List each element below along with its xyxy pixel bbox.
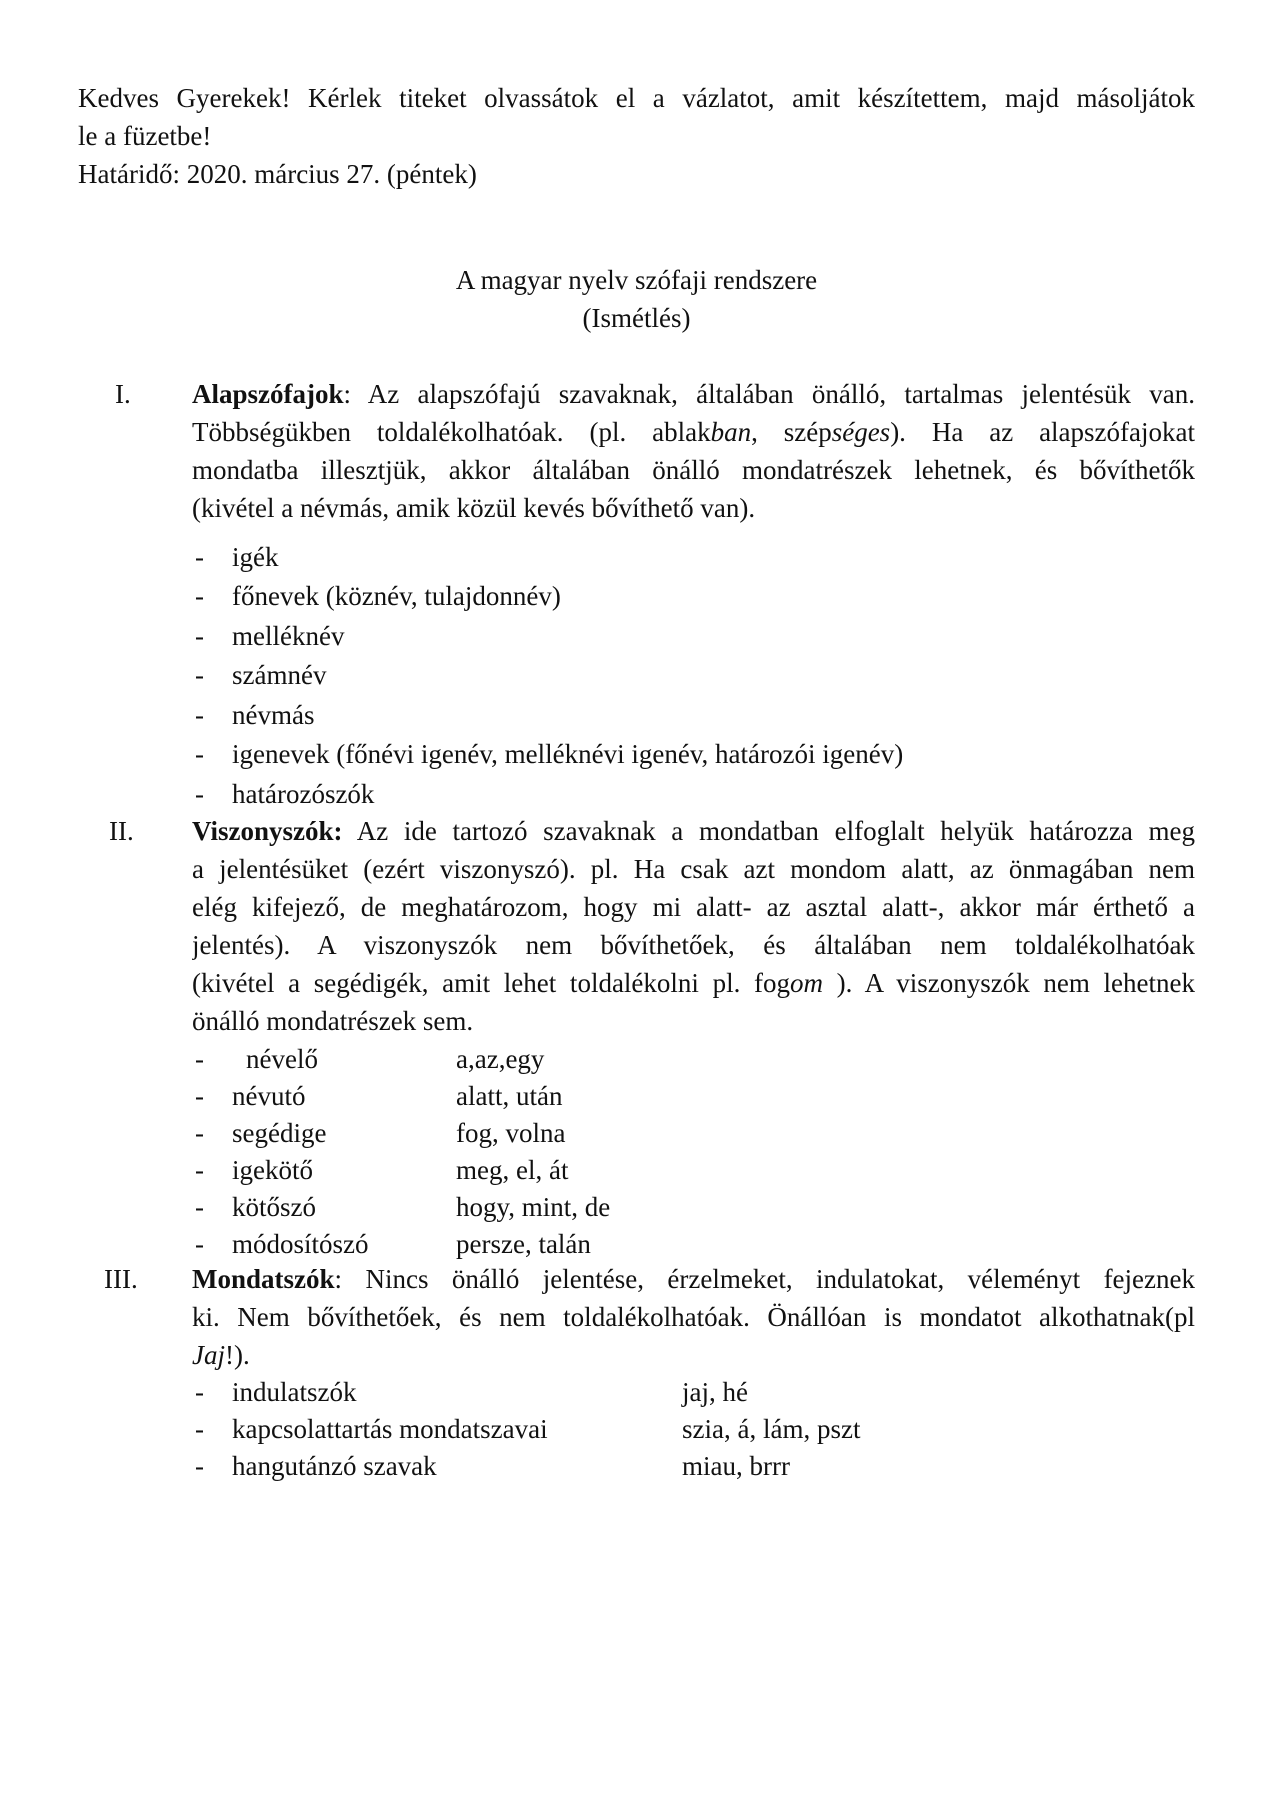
list-dash: - [195, 1229, 204, 1259]
paragraph-line: Jaj!). [192, 1340, 250, 1370]
intro-line-1: Kedves Gyerekek! Kérlek titeket olvassátok el a vázlatot, amit készítettem, majd másoljátok [78, 83, 1195, 113]
paragraph-line: jelentés). A viszonyszók nem bővíthetőek, és általában nem toldalékolhatóak [192, 930, 1195, 960]
list-dash: - [195, 621, 204, 651]
paragraph-line: a jelentésüket (ezért viszonyszó). pl. Ha csak azt mondom alatt, az önmagában nem [192, 854, 1195, 884]
list-item-examples: miau, brrr [682, 1451, 790, 1481]
list-dash: - [195, 581, 204, 611]
paragraph-line: ki. Nem bővíthetőek, és nem toldalékolhatóak. Önállóan is mondatot alkothatnak(pl [192, 1302, 1195, 1332]
list-dash: - [195, 1377, 204, 1407]
list-dash: - [195, 1044, 204, 1074]
paragraph-line: Mondatszók: Nincs önálló jelentése, érzelmeket, indulatokat, véleményt fejeznek [192, 1264, 1195, 1294]
list-item-name: igekötő [232, 1155, 313, 1185]
list-item: melléknév [232, 621, 345, 651]
paragraph-line: Többségükben toldalékolhatóak. (pl. ablakban, szépséges). Ha az alapszófajokat [192, 417, 1195, 447]
list-dash: - [195, 739, 204, 769]
section-numeral: I. [115, 379, 131, 409]
list-dash: - [195, 1155, 204, 1185]
list-dash: - [195, 1451, 204, 1481]
list-item: határozószók [232, 779, 375, 809]
list-item: igenevek (főnévi igenév, melléknévi igenév, határozói igenév) [232, 739, 904, 769]
list-item-name: kapcsolattartás mondatszavai [232, 1414, 548, 1444]
paragraph-line: (kivétel a segédigék, amit lehet toldalékolni pl. fogom ). A viszonyszók nem lehetnek [192, 968, 1195, 998]
list-item-examples: alatt, után [456, 1081, 563, 1111]
list-item-examples: szia, á, lám, pszt [682, 1414, 861, 1444]
list-item-examples: jaj, hé [682, 1377, 748, 1407]
list-item-examples: hogy, mint, de [456, 1192, 611, 1222]
list-item-name: kötőszó [232, 1192, 316, 1222]
paragraph-line: Alapszófajok: Az alapszófajú szavaknak, általában önálló, tartalmas jelentésük van. [192, 379, 1195, 409]
list-item-name: segédige [232, 1118, 327, 1148]
list-item: igék [232, 542, 279, 572]
paragraph-line: önálló mondatrészek sem. [192, 1006, 474, 1036]
section-heading: Mondatszók [192, 1264, 335, 1294]
list-item-name: névutó [232, 1081, 306, 1111]
list-item-name: indulatszók [232, 1377, 357, 1407]
list-dash: - [195, 1192, 204, 1222]
list-dash: - [195, 1118, 204, 1148]
list-item-examples: persze, talán [456, 1229, 591, 1259]
list-dash: - [195, 1414, 204, 1444]
list-item: névmás [232, 700, 315, 730]
list-item: számnév [232, 660, 327, 690]
list-dash: - [195, 1081, 204, 1111]
paragraph-line: mondatba illesztjük, akkor általában önálló mondatrészek lehetnek, és bővíthetők [192, 455, 1195, 485]
section-heading: Viszonyszók: [192, 816, 343, 846]
paragraph-line: (kivétel a névmás, amik közül kevés bővíthető van). [192, 493, 756, 523]
list-item-examples: a,az,egy [456, 1044, 545, 1074]
list-item: főnevek (köznév, tulajdonnév) [232, 581, 561, 611]
deadline-text: Határidő: 2020. március 27. (péntek) [78, 159, 477, 189]
list-dash: - [195, 660, 204, 690]
list-item-examples: fog, volna [456, 1118, 566, 1148]
list-item-name: módosítószó [232, 1229, 369, 1259]
section-heading: Alapszófajok [192, 379, 344, 409]
paragraph-line: Viszonyszók: Az ide tartozó szavaknak a mondatban elfoglalt helyük határozza meg [192, 816, 1195, 846]
page-subtitle: (Ismétlés) [582, 303, 691, 333]
list-item-name: névelő [246, 1044, 318, 1074]
list-dash: - [195, 542, 204, 572]
page-title: A magyar nyelv szófaji rendszere [455, 265, 818, 295]
list-item-name: hangutánzó szavak [232, 1451, 437, 1481]
intro-line-2: le a füzetbe! [78, 121, 212, 151]
section-numeral: II. [109, 816, 134, 846]
paragraph-line: elég kifejező, de meghatározom, hogy mi alatt- az asztal alatt-, akkor már érthető a [192, 892, 1195, 922]
list-dash: - [195, 779, 204, 809]
section-numeral: III. [104, 1264, 138, 1294]
list-item-examples: meg, el, át [456, 1155, 569, 1185]
list-dash: - [195, 700, 204, 730]
